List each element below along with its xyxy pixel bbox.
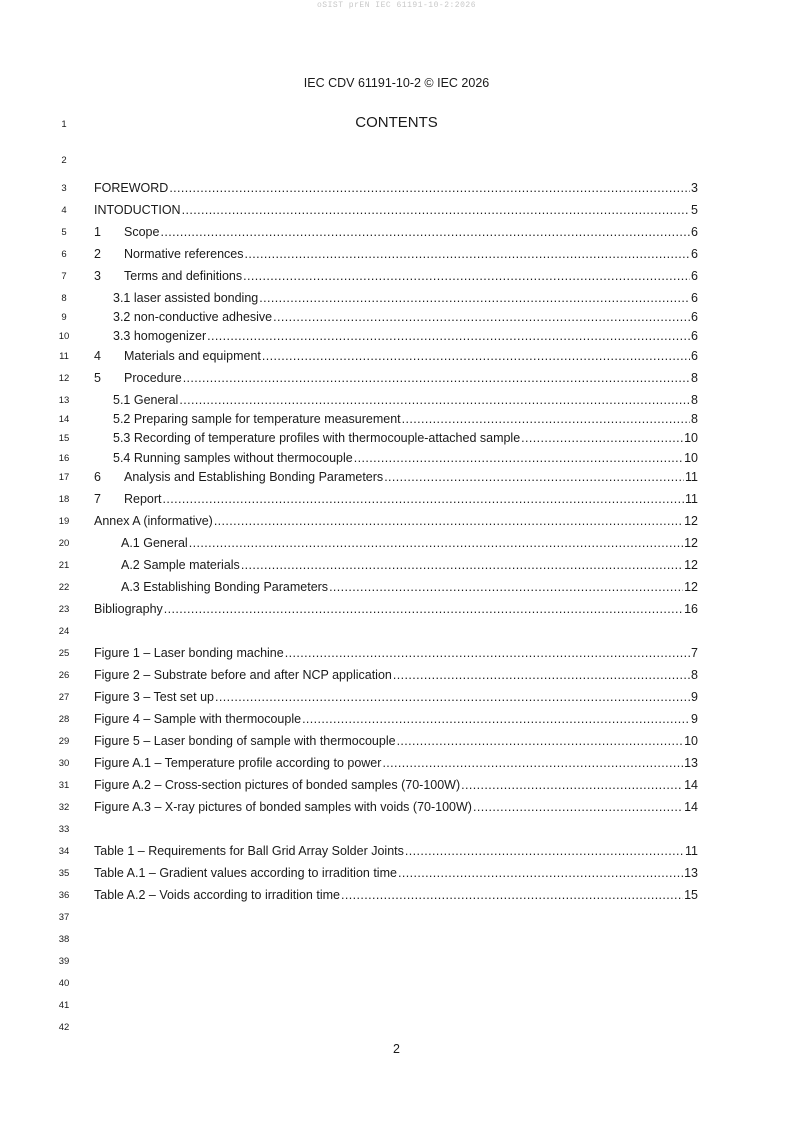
contents-title: CONTENTS — [355, 114, 438, 131]
line-number: 35 — [58, 868, 70, 879]
line-number: 9 — [61, 312, 67, 323]
line-number: 36 — [58, 890, 70, 901]
toc-entry-title: 5.1 General — [113, 393, 179, 407]
toc-entry-title: A.1 General — [121, 536, 188, 550]
toc-entry-introduction[interactable] — [94, 202, 698, 218]
toc-leader-dots — [241, 557, 683, 573]
toc-page-number: 13 — [684, 866, 698, 880]
toc-page-number: 14 — [684, 800, 698, 814]
toc-entry-title: A.3 Establishing Bonding Parameters — [121, 580, 329, 594]
figure-entry[interactable] — [94, 711, 698, 727]
toc-clause-number: 5 — [94, 371, 101, 385]
toc-entry-title: 3.1 laser assisted bonding — [113, 291, 259, 305]
toc-clause-number: 1 — [94, 225, 101, 239]
toc-entry-annex-a-general[interactable] — [121, 535, 698, 551]
toc-page-number: 6 — [691, 349, 698, 363]
line-number: 20 — [58, 538, 70, 549]
line-number: 23 — [58, 604, 70, 615]
toc-clause-number: 3 — [94, 269, 101, 283]
toc-page-number: 12 — [684, 558, 698, 572]
figure-entry[interactable] — [94, 799, 698, 815]
toc-leader-dots — [273, 309, 690, 325]
toc-entry-title: Bibliography — [94, 602, 163, 616]
line-number: 10 — [58, 331, 70, 342]
toc-clause-number: 7 — [94, 492, 101, 506]
toc-entry-title: 5.4 Running samples without thermocouple — [113, 451, 353, 465]
toc-page-number: 11 — [685, 844, 698, 858]
figure-entry-title: Figure 5 – Laser bonding of sample with thermocouple — [94, 734, 396, 748]
toc-entry-non-conductive-adhesive[interactable] — [113, 309, 698, 325]
figure-entry-title: Figure 4 – Sample with thermocouple — [94, 712, 302, 726]
table-entry-title: Table A.2 – Voids according to irradition time — [94, 888, 340, 902]
toc-entry-materials-and-equipment[interactable] — [94, 348, 698, 364]
line-number: 2 — [61, 155, 67, 166]
toc-entry-title: Scope — [124, 225, 160, 239]
line-number: 38 — [58, 934, 70, 945]
toc-leader-dots — [402, 411, 690, 427]
toc-entry-sample-materials[interactable] — [121, 557, 698, 573]
toc-page-number: 16 — [684, 602, 698, 616]
toc-page-number: 10 — [684, 431, 698, 445]
toc-leader-dots — [354, 450, 683, 466]
toc-entry-title: INTODUCTION — [94, 203, 181, 217]
toc-leader-dots — [473, 799, 683, 815]
toc-leader-dots — [393, 667, 690, 683]
toc-leader-dots — [214, 513, 683, 529]
toc-leader-dots — [182, 202, 690, 218]
line-number: 3 — [61, 183, 67, 194]
toc-page-number: 3 — [691, 181, 698, 195]
toc-leader-dots — [397, 733, 684, 749]
toc-entry-title: Report — [124, 492, 162, 506]
toc-entry-procedure-general[interactable] — [113, 392, 698, 408]
toc-entry-establishing-bonding-parameters[interactable] — [121, 579, 698, 595]
toc-entry-foreword[interactable] — [94, 180, 698, 196]
toc-page-number: 6 — [691, 225, 698, 239]
line-number: 42 — [58, 1022, 70, 1033]
toc-entry-homogenizer[interactable] — [113, 328, 698, 344]
line-number: 19 — [58, 516, 70, 527]
page-number: 2 — [393, 1042, 400, 1056]
toc-leader-dots — [163, 491, 684, 507]
line-number: 4 — [61, 205, 67, 216]
line-number: 34 — [58, 846, 70, 857]
figure-entry[interactable] — [94, 755, 698, 771]
toc-leader-dots — [521, 430, 683, 446]
toc-entry-analysis[interactable] — [94, 469, 698, 485]
table-entry-title: Table A.1 – Gradient values according to irradition time — [94, 866, 397, 880]
line-numbers — [0, 0, 80, 1122]
toc-leader-dots — [461, 777, 683, 793]
toc-leader-dots — [341, 887, 683, 903]
figure-entry[interactable] — [94, 733, 698, 749]
toc-leader-dots — [329, 579, 683, 595]
line-number: 33 — [58, 824, 70, 835]
toc-leader-dots — [382, 755, 683, 771]
toc-leader-dots — [245, 246, 691, 262]
line-number: 13 — [58, 395, 70, 406]
line-number: 41 — [58, 1000, 70, 1011]
line-number: 14 — [58, 414, 70, 425]
toc-page-number: 11 — [685, 492, 698, 506]
toc-entry-title: 3.2 non-conductive adhesive — [113, 310, 273, 324]
figure-entry[interactable] — [94, 689, 698, 705]
toc-entry-title: Procedure — [124, 371, 182, 385]
toc-page-number: 7 — [691, 646, 698, 660]
toc-leader-dots — [285, 645, 690, 661]
toc-clause-number: 6 — [94, 470, 101, 484]
table-entry[interactable] — [94, 865, 698, 881]
line-number: 21 — [58, 560, 70, 571]
toc-leader-dots — [405, 843, 684, 859]
toc-entry-title: 3.3 homogenizer — [113, 329, 207, 343]
toc-entry-laser-assisted-bonding[interactable] — [113, 290, 698, 306]
table-entry-title: Table 1 – Requirements for Ball Grid Array Solder Joints — [94, 844, 404, 858]
toc-entry-report[interactable] — [94, 491, 698, 507]
line-number: 7 — [61, 271, 67, 282]
figure-entry[interactable] — [94, 667, 698, 683]
toc-entry-title: FOREWORD — [94, 181, 169, 195]
toc-page-number: 8 — [691, 412, 698, 426]
toc-leader-dots — [302, 711, 690, 727]
toc-entry-title: 5.2 Preparing sample for temperature measurement — [113, 412, 401, 426]
toc-entry-scope[interactable] — [94, 224, 698, 240]
toc-leader-dots — [398, 865, 683, 881]
figure-entry-title: Figure A.2 – Cross-section pictures of bonded samples (70-100W) — [94, 778, 461, 792]
line-number: 1 — [61, 119, 67, 130]
line-number: 11 — [59, 351, 69, 362]
table-entry[interactable] — [94, 887, 698, 903]
toc-entry-title: Materials and equipment — [124, 349, 261, 363]
line-number: 29 — [58, 736, 70, 747]
line-number: 15 — [58, 433, 70, 444]
line-number: 17 — [58, 472, 70, 483]
toc-page-number: 6 — [691, 310, 698, 324]
figure-entry[interactable] — [94, 777, 698, 793]
table-entry[interactable] — [94, 843, 698, 859]
toc-page-number: 12 — [684, 580, 698, 594]
toc-page-number: 9 — [691, 712, 698, 726]
line-number: 25 — [58, 648, 70, 659]
figure-entry-title: Figure A.3 – X-ray pictures of bonded samples with voids (70-100W) — [94, 800, 472, 814]
toc-leader-dots — [215, 689, 690, 705]
toc-entry-title: Annex A (informative) — [94, 514, 213, 528]
toc-entry-bibliography[interactable] — [94, 601, 698, 617]
watermark: oSIST prEN IEC 61191-10-2:2026 — [316, 1, 477, 10]
toc-page-number: 9 — [691, 690, 698, 704]
figure-entry-title: Figure A.1 – Temperature profile according to power — [94, 756, 382, 770]
toc-leader-dots — [169, 180, 690, 196]
toc-page-number: 12 — [684, 536, 698, 550]
toc-clause-number: 4 — [94, 349, 101, 363]
toc-entry-annex-a[interactable] — [94, 513, 698, 529]
toc-entry-normative-references[interactable] — [94, 246, 698, 262]
toc-page-number: 12 — [684, 514, 698, 528]
toc-page-number: 5 — [691, 203, 698, 217]
toc-page-number: 8 — [691, 668, 698, 682]
toc-page-number: 15 — [684, 888, 698, 902]
toc-page-number: 10 — [684, 451, 698, 465]
line-number: 6 — [61, 249, 67, 260]
figure-entry-title: Figure 2 – Substrate before and after NCP application — [94, 668, 392, 682]
figure-entry[interactable] — [94, 645, 698, 661]
toc-leader-dots — [160, 224, 690, 240]
toc-leader-dots — [164, 601, 683, 617]
toc-leader-dots — [183, 370, 690, 386]
toc-entry-title: Normative references — [124, 247, 244, 261]
line-number: 24 — [58, 626, 70, 637]
toc-entry-title: A.2 Sample materials — [121, 558, 240, 572]
line-number: 40 — [58, 978, 70, 989]
line-number: 31 — [58, 780, 70, 791]
line-number: 39 — [58, 956, 70, 967]
toc-leader-dots — [262, 348, 690, 364]
line-number: 30 — [58, 758, 70, 769]
toc-page-number: 14 — [684, 778, 698, 792]
figure-entry-title: Figure 1 – Laser bonding machine — [94, 646, 284, 660]
toc-entry-running-samples[interactable] — [113, 450, 698, 466]
toc-page-number: 11 — [685, 470, 698, 484]
toc-page-number: 6 — [691, 269, 698, 283]
toc-entry-terms-and-definitions[interactable] — [94, 268, 698, 284]
toc-entry-title: 5.3 Recording of temperature profiles with thermocouple-attached sample — [113, 431, 521, 445]
toc-entry-preparing-sample[interactable] — [113, 411, 698, 427]
toc-entry-recording-temperature-profiles[interactable] — [113, 430, 698, 446]
line-number: 18 — [58, 494, 70, 505]
toc-clause-number: 2 — [94, 247, 101, 261]
toc-page-number: 6 — [691, 329, 698, 343]
line-number: 8 — [61, 293, 67, 304]
line-number: 32 — [58, 802, 70, 813]
toc-leader-dots — [189, 535, 683, 551]
toc-leader-dots — [243, 268, 690, 284]
line-number: 16 — [58, 453, 70, 464]
line-number: 5 — [61, 227, 67, 238]
toc-page-number: 10 — [684, 734, 698, 748]
toc-page-number: 8 — [691, 371, 698, 385]
toc-page-number: 8 — [691, 393, 698, 407]
figure-entry-title: Figure 3 – Test set up — [94, 690, 214, 704]
document-header: IEC CDV 61191-10-2 © IEC 2026 — [303, 76, 490, 90]
toc-leader-dots — [207, 328, 690, 344]
line-number: 12 — [58, 373, 70, 384]
line-number: 26 — [58, 670, 70, 681]
toc-page-number: 6 — [691, 291, 698, 305]
toc-entry-title: Analysis and Establishing Bonding Parameters — [124, 470, 384, 484]
line-number: 22 — [58, 582, 70, 593]
line-number: 27 — [58, 692, 70, 703]
line-number: 28 — [58, 714, 70, 725]
toc-leader-dots — [259, 290, 690, 306]
toc-entry-title: Terms and definitions — [124, 269, 243, 283]
line-number: 37 — [58, 912, 70, 923]
toc-page-number: 13 — [684, 756, 698, 770]
toc-leader-dots — [384, 469, 684, 485]
toc-leader-dots — [179, 392, 690, 408]
toc-page-number: 6 — [691, 247, 698, 261]
toc-entry-procedure[interactable] — [94, 370, 698, 386]
